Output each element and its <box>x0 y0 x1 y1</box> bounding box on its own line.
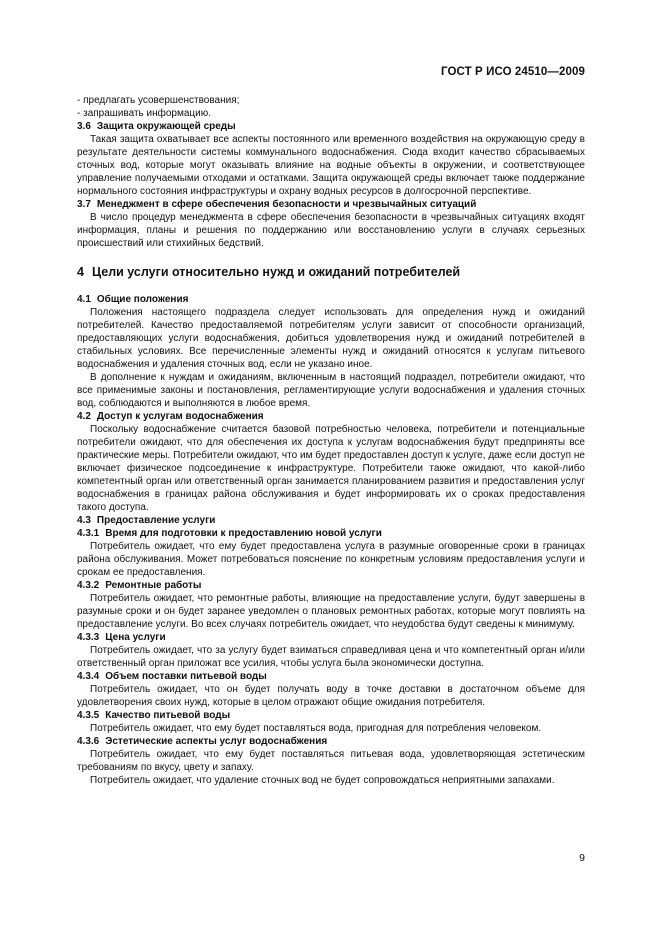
section-title: Время для подготовки к предоставлению новой услуги <box>105 528 382 539</box>
section-heading-3-7 <box>77 198 585 211</box>
section-number: 3.6 <box>77 121 91 132</box>
section-title: Доступ к услугам водоснабжения <box>96 411 264 422</box>
bullet-item: - запрашивать информацию. <box>77 108 211 119</box>
section-heading-4-3-5 <box>77 709 585 722</box>
paragraph: Потребитель ожидает, что ему будет поставляться вода, пригодная для потребления человеком. <box>90 723 542 734</box>
section-number: 4.1 <box>77 294 91 305</box>
section-number: 4.3.2 <box>77 580 100 591</box>
section-heading-3-6 <box>77 120 585 133</box>
section-title: Цели услуги относительно нужд и ожиданий потребителей <box>91 265 461 279</box>
page-content <box>77 94 585 787</box>
section-title: Ремонтные работы <box>105 580 202 591</box>
section-number: 4.3 <box>77 515 91 526</box>
paragraph: Такая защита охватывает все аспекты постоянного или временного воздействия на окружающую среду в результате деятельности системы коммунального водоснабжения. Сюда входит качество сбрасываемых сточных вод, которые могут оказывать влияние на водные объекты в окружении, и соответствующее управление получаемыми отходами и остатками. Защита окружающей среды включает также поддержание нормального состояния инфраструктуры и охрану водных ресурсов в долгосрочной перспективе. <box>77 134 585 197</box>
section-title: Общие положения <box>96 294 189 305</box>
section-number: 4 <box>77 265 84 279</box>
paragraph: В дополнение к нуждам и ожиданиям, включенным в настоящий подраздел, потребители ожидают, что все применимые законы и постановления, регламентирующие услуги водоснабжения и удаления сточных вод, соблюдаются и выполняются в любое время. <box>77 372 585 409</box>
paragraph: Поскольку водоснабжение считается базовой потребностью человека, потребители и потенциальные потребители ожидают, что для обеспечения их доступа к услугам водоснабжения будут предприняты все практические меры. Потребители ожидают, что им будет предоставлен доступ к услуге, даже если доступ не включает физическое подсоединение к инфраструктуре. Потребители также ожидают, что какой-либо компетентный орган или ответственный орган занимается планированием развития и предоставления услуг водоснабжения в границах района обслуживания и будет информировать их о сроках предоставления такого доступа. <box>77 424 585 513</box>
paragraph: Потребитель ожидает, что ему будет предоставлена услуга в разумные оговоренные сроки в границах района обслуживания. Может потребоваться пояснение по конкретным условиям предоставления услуги и срокам ее предоставления. <box>77 541 585 578</box>
section-heading-4-3-6 <box>77 735 585 748</box>
section-title: Защита окружающей среды <box>96 121 236 132</box>
paragraph: Потребитель ожидает, что он будет получать воду в точке доставки в достаточном объеме для удовлетворения своих нужд, которые в целом отражают общие ожидания потребителя. <box>77 684 585 708</box>
section-heading-4-3 <box>77 514 585 527</box>
section-number: 3.7 <box>77 199 91 210</box>
section-title: Менеджмент в сфере обеспечения безопасности и чрезвычайных ситуаций <box>96 199 477 210</box>
section-number: 4.3.3 <box>77 632 100 643</box>
section-number: 4.3.1 <box>77 528 100 539</box>
paragraph: Потребитель ожидает, что ремонтные работы, влияющие на предоставление услуги, будут завершены в разумные сроки и он будет заранее уведомлен о плановых ремонтных работах, которые могут повлиять на предоставление услуги. Во всех случаях потребитель ожидает, что неудобства будут сведены к минимуму. <box>77 593 585 630</box>
section-title: Объем поставки питьевой воды <box>105 671 267 682</box>
paragraph: Потребитель ожидает, что за услугу будет взиматься справедливая цена и что компетентный орган и/или ответственный орган приложат все усилия, чтобы услуга была экономически доступна. <box>77 645 585 669</box>
section-heading-4-3-4 <box>77 670 585 683</box>
section-number: 4.2 <box>77 411 91 422</box>
section-heading-4-2 <box>77 410 585 423</box>
section-heading-4-3-1 <box>77 527 585 540</box>
paragraph: В число процедур менеджмента в сфере обеспечения безопасности в чрезвычайных ситуациях входят информация, планы и решения по поддержанию или восстановлению услуги в случаях серьезных происшествий или стихийных бедствий. <box>77 212 585 249</box>
section-title: Цена услуги <box>105 632 166 643</box>
section-number: 4.3.5 <box>77 710 100 721</box>
document-header: ГОСТ Р ИСО 24510—2009 <box>440 66 585 78</box>
section-number: 4.3.4 <box>77 671 100 682</box>
section-number: 4.3.6 <box>77 736 100 747</box>
paragraph: Положения настоящего подраздела следует использовать для определения нужд и ожиданий потребителей. Качество предоставляемой потребителям услуги зависит от способности организаций, предоставляющих услуги водоснабжения, добиться удовлетворения нужд и ожиданий потребителей в стабильных условиях. Все перечисленные элементы нужд и ожиданий относятся к услугам питьевого водоснабжения и удаления сточных вод, если не указано иное. <box>77 307 585 370</box>
section-title: Предоставление услуги <box>96 515 216 526</box>
paragraph: Потребитель ожидает, что ему будет поставляться питьевая вода, удовлетворяющая эстетическим требованиям по вкусу, цвету и запаху. <box>77 749 585 773</box>
section-title: Эстетические аспекты услуг водоснабжения <box>105 736 328 747</box>
bullet-item: - предлагать усовершенствования; <box>77 95 240 106</box>
page-number: 9 <box>579 852 585 864</box>
paragraph: Потребитель ожидает, что удаление сточных вод не будет сопровождаться неприятными запахами. <box>90 775 555 786</box>
chapter-heading-4 <box>77 264 585 280</box>
section-heading-4-3-3 <box>77 631 585 644</box>
section-heading-4-1 <box>77 293 585 306</box>
section-heading-4-3-2 <box>77 579 585 592</box>
section-title: Качество питьевой воды <box>105 710 231 721</box>
